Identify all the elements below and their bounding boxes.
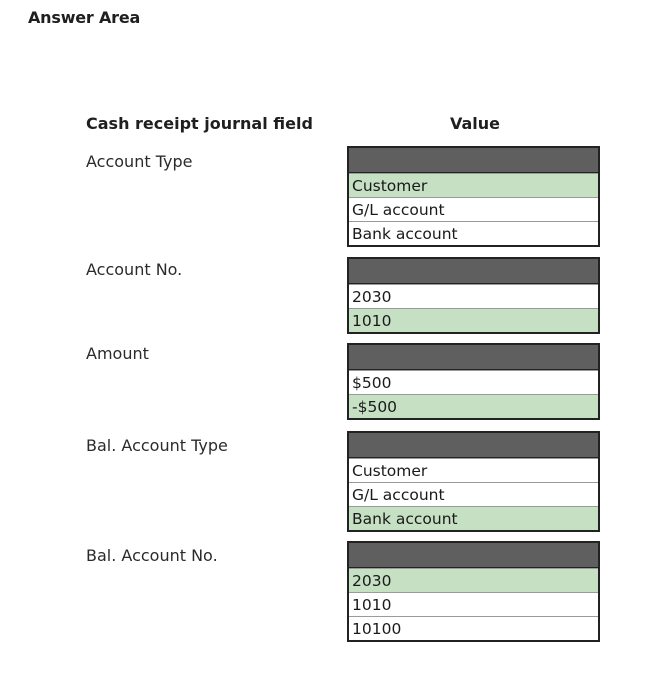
dropdown-option[interactable]: G/L account	[349, 482, 598, 506]
dropdown-option[interactable]: G/L account	[349, 197, 598, 221]
dropdown-option[interactable]: Bank account	[349, 506, 598, 530]
answer-area-title: Answer Area	[28, 8, 141, 27]
dropdown-account-type[interactable]	[347, 146, 600, 247]
dropdown-account-no[interactable]	[347, 257, 600, 334]
dropdown-bal-account-type[interactable]	[347, 431, 600, 532]
value-column-header: Value	[450, 114, 501, 133]
dropdown-amount[interactable]	[347, 343, 600, 420]
field-label-bal-account-type: Bal. Account Type	[86, 436, 228, 455]
dropdown-option[interactable]: 2030	[349, 568, 598, 592]
dropdown-option[interactable]: 1010	[349, 592, 598, 616]
dropdown-option[interactable]: Customer	[349, 458, 598, 482]
dropdown-header[interactable]	[349, 345, 598, 370]
dropdown-header[interactable]	[349, 259, 598, 284]
dropdown-option[interactable]: Customer	[349, 173, 598, 197]
field-label-account-no: Account No.	[86, 260, 183, 279]
dropdown-option[interactable]: 1010	[349, 308, 598, 332]
dropdown-option[interactable]: -$500	[349, 394, 598, 418]
dropdown-header[interactable]	[349, 433, 598, 458]
dropdown-option[interactable]: 10100	[349, 616, 598, 640]
dropdown-option[interactable]: 2030	[349, 284, 598, 308]
dropdown-option[interactable]: $500	[349, 370, 598, 394]
field-label-bal-account-no: Bal. Account No.	[86, 546, 218, 565]
dropdown-option[interactable]: Bank account	[349, 221, 598, 245]
dropdown-header[interactable]	[349, 148, 598, 173]
field-column-header: Cash receipt journal field	[86, 114, 313, 133]
field-label-account-type: Account Type	[86, 152, 193, 171]
field-label-amount: Amount	[86, 344, 149, 363]
dropdown-bal-account-no[interactable]	[347, 541, 600, 642]
dropdown-header[interactable]	[349, 543, 598, 568]
